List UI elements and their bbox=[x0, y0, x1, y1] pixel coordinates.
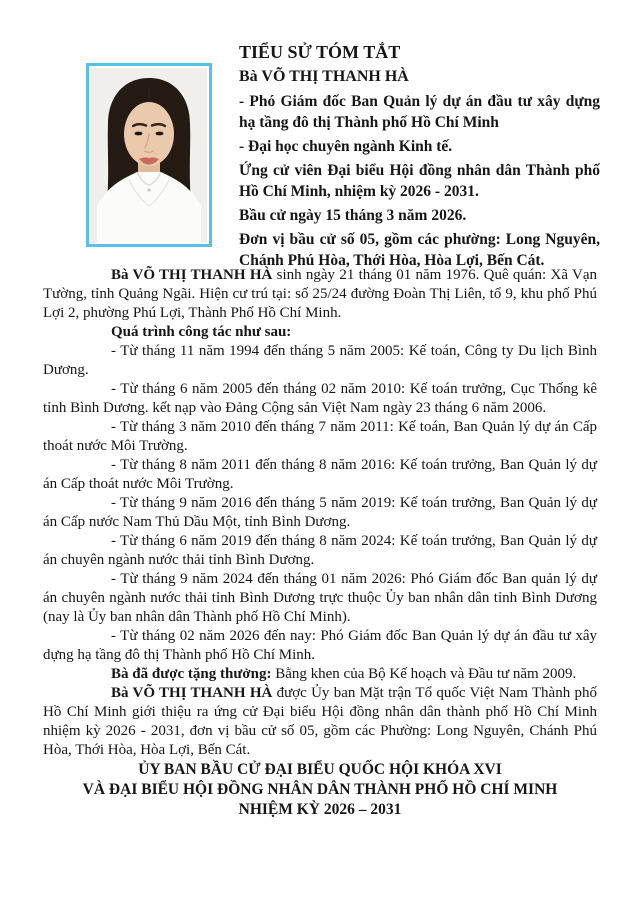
footer-line-council: VÀ ĐẠI BIỂU HỘI ĐỒNG NHÂN DÂN THÀNH PHỐ HỒ CHÍ MINH bbox=[82, 780, 558, 798]
election-date-line: Bầu cử ngày 15 tháng 3 năm 2026. bbox=[239, 207, 467, 224]
career-item: - Từ tháng 8 năm 2011 đến tháng 8 năm 2016: Kế toán trưởng, Ban Quản lý dự án Cấp thoát nước Môi Trường. bbox=[43, 457, 597, 492]
career-item: - Từ tháng 02 năm 2026 đến nay: Phó Giám đốc Ban Quản lý dự án đầu tư xây dựng hạ tầng đô thị Thành phố Hồ Chí Minh. bbox=[43, 628, 597, 663]
bio-paragraph bbox=[43, 266, 597, 323]
career-item: - Từ tháng 6 năm 2019 đến tháng 8 năm 2024: Kế toán trưởng, Ban Quản lý dự án chuyên ngành nước thải tỉnh Bình Dương. bbox=[43, 533, 597, 568]
election-committee-footer bbox=[43, 760, 597, 819]
nomination-rest: được Ủy ban Mặt trận Tổ quốc Việt Nam Thành phố Hồ Chí Minh giới thiệu ra ứng cử Đại biểu Hội đồng nhân dân thành phố Hồ Chí Minh nhiệm kỳ 2026 - 2031, đơn vị bầu cử số 05, gồm các Phường: Long Nguyên, Chánh Phú Hòa, Thới Hòa, Hòa Lợi, Bến Cát. bbox=[43, 685, 597, 758]
intro-column bbox=[239, 40, 600, 274]
electoral-unit-line: Đơn vị bầu cử số 05, gồm các phường: Long Nguyên, Chánh Phú Hòa, Thới Hòa, Hòa Lợi, Bến Cát. bbox=[239, 231, 600, 269]
candidacy-line: Ứng cử viên Đại biểu Hội đồng nhân dân Thành phố Hồ Chí Minh, nhiệm kỳ 2026 - 2031. bbox=[239, 162, 600, 200]
candidate-photo bbox=[86, 63, 212, 247]
career-item: - Từ tháng 9 năm 2016 đến tháng 5 năm 2019: Kế toán trưởng, Ban Quản lý dự án Cấp nước Nam Thủ Dầu Một, tỉnh Bình Dương. bbox=[43, 495, 597, 530]
education-line: - Đại học chuyên ngành Kinh tế. bbox=[239, 138, 453, 155]
career-heading: Quá trình công tác như sau: bbox=[111, 324, 292, 340]
nomination-paragraph bbox=[43, 684, 597, 760]
biography-body bbox=[43, 266, 597, 819]
award-rest: Bằng khen của Bộ Kế hoạch và Đầu tư năm 2009. bbox=[271, 666, 577, 682]
footer-line-committee: ỦY BAN BẦU CỬ ĐẠI BIỂU QUỐC HỘI KHÓA XVI bbox=[138, 761, 502, 778]
nomination-lead: Bà VÕ THỊ THANH HÀ bbox=[111, 685, 273, 701]
career-item: - Từ tháng 9 năm 2024 đến tháng 01 năm 2026: Phó Giám đốc Ban quản lý dự án chuyên ngành nước thải tỉnh Bình Dương trực thuộc Ủy ban nhân dân tỉnh Bình Dương (nay là Ủy ban nhân dân Thành phố Hồ Chí Minh). bbox=[43, 571, 597, 625]
portrait-illustration bbox=[91, 68, 207, 242]
position-line: - Phó Giám đốc Ban Quản lý dự án đầu tư xây dựng hạ tầng đô thị Thành phố Hồ Chí Minh bbox=[239, 93, 600, 131]
bio-lead: Bà VÕ THỊ THANH HÀ bbox=[111, 267, 273, 283]
award-paragraph bbox=[43, 665, 597, 684]
footer-line-term: NHIỆM KỲ 2026 – 2031 bbox=[238, 800, 402, 818]
career-item: - Từ tháng 11 năm 1994 đến tháng 5 năm 2005: Kế toán, Công ty Du lịch Bình Dương. bbox=[43, 343, 597, 378]
bio-rest: sinh ngày 21 tháng 01 năm 1976. Quê quán: Xã Vạn Tường, tỉnh Quảng Ngãi. Hiện cư trú tại: số 25/24 đường Đoàn Thị Liên, tổ 9, khu phố Phú Lợi 2, phường Phú Lợi, Thành Phố Hồ Chí Minh. bbox=[43, 267, 597, 321]
career-item: - Từ tháng 3 năm 2010 đến tháng 7 năm 2011: Kế toán, Ban Quản lý dự án Cấp thoát nước Môi Trường. bbox=[43, 419, 597, 454]
page-title: TIỂU SỬ TÓM TẮT bbox=[239, 42, 401, 62]
award-lead: Bà đã được tặng thưởng: bbox=[111, 666, 272, 682]
candidate-name: Bà VÕ THỊ THANH HÀ bbox=[239, 68, 409, 85]
career-item: - Từ tháng 6 năm 2005 đến tháng 02 năm 2010: Kế toán trưởng, Cục Thống kê tỉnh Bình Dương. kết nạp vào Đảng Cộng sản Việt Nam ngày 23 tháng 6 năm 2006. bbox=[43, 381, 597, 416]
